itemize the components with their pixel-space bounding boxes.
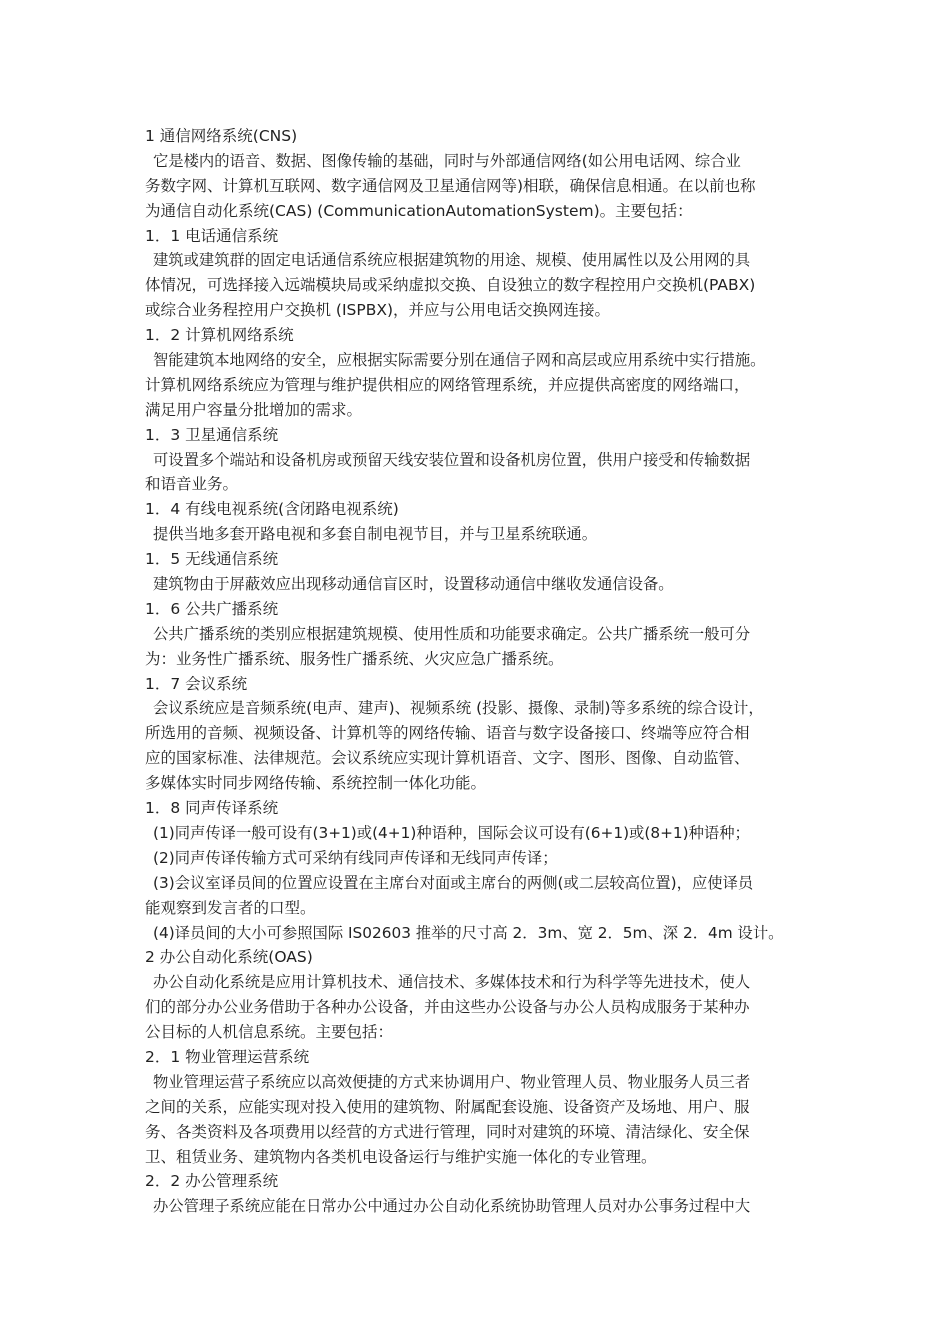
text-line: 智能建筑本地网络的安全，应根据实际需要分别在通信子网和高层或应用系统中实行措施。 — [153, 351, 766, 370]
text-line: 物业管理运营子系统应以高效便捷的方式来协调用户、物业管理人员、物业服务人员三者 — [153, 1072, 751, 1091]
text-line: 为：业务性广播系统、服务性广播系统、火灾应急广播系统。 — [145, 649, 564, 668]
text-line: 公目标的人机信息系统。主要包括： — [145, 1023, 394, 1042]
text-line: 1 通信网络系统(CNS) — [145, 127, 298, 145]
text-line: 所选用的音频、视频设备、计算机等的网络传输、语音与数字设备接口、终端等应符合相 — [145, 724, 750, 743]
document-body — [145, 124, 825, 1219]
text-line: 2．2 办公管理系统 — [145, 1172, 279, 1191]
text-line: 务数字网、计算机互联网、数字通信网及卫星通信网等)相联，确保信息相通。在以前也称 — [145, 176, 756, 195]
text-line: 能观察到发言者的口型。 — [145, 898, 316, 917]
text-line: 1．4 有线电视系统(含闭路电视系统) — [145, 500, 399, 519]
text-line: 1．2 计算机网络系统 — [145, 326, 294, 345]
text-line: (1)同声传译一般可设有(3+1)或(4+1)种语种，国际会议可设有(6+1)或(8+1)种语种； — [153, 823, 750, 842]
text-line: 1．5 无线通信系统 — [145, 550, 279, 569]
text-line: (2)同声传译传输方式可采纳有线同声传译和无线同声传译； — [153, 848, 558, 867]
text-line: 会议系统应是音频系统(电声、建声)、视频系统 (投影、摄像、录制)等多系统的综合设计， — [153, 699, 764, 718]
text-line: 1．7 会议系统 — [145, 674, 248, 693]
text-line: 满足用户容量分批增加的需求。 — [145, 400, 363, 419]
text-line: 1．8 同声传译系统 — [145, 799, 279, 818]
text-line: 办公管理子系统应能在日常办公中通过办公自动化系统协助管理人员对办公事务过程中大 — [153, 1197, 751, 1216]
text-line: (3)会议室译员间的位置应设置在主席台对面或主席台的两侧(或二层较高位置)，应使译员 — [153, 873, 754, 892]
text-line: 应的国家标准、法律规范。会议系统应实现计算机语音、文字、图形、图像、自动监管、 — [145, 749, 750, 768]
text-line: 或综合业务程控用户交换机 (ISPBX)，并应与公用电话交换网连接。 — [145, 301, 611, 320]
text-line: 办公自动化系统是应用计算机技术、通信技术、多媒体技术和行为科学等先进技术，使人 — [153, 973, 751, 992]
text-line: 2 办公自动化系统(OAS) — [145, 948, 313, 967]
text-line: 建筑物由于屏蔽效应出现移动通信盲区时，设置移动通信中继收发通信设备。 — [153, 575, 674, 594]
text-line: 提供当地多套开路电视和多套自制电视节目，并与卫星系统联通。 — [153, 525, 598, 544]
text-line: 可设置多个端站和设备机房或预留天线安装位置和设备机房位置，供用户接受和传输数据 — [153, 450, 751, 469]
text-line: 1．6 公共广播系统 — [145, 599, 279, 618]
text-line: 计算机网络系统应为管理与维护提供相应的网络管理系统，并应提供高密度的网络端口， — [145, 375, 750, 394]
text-line: 2．1 物业管理运营系统 — [145, 1047, 310, 1066]
text-line: 它是楼内的语音、数据、图像传输的基础，同时与外部通信网络(如公用电话网、综合业 — [153, 151, 741, 170]
text-line: 体情况，可选择接入远端模块局或采纳虚拟交换、自设独立的数字程控用户交换机(PABX) — [145, 276, 756, 295]
text-line: 1．1 电话通信系统 — [145, 226, 279, 245]
text-line: 1．3 卫星通信系统 — [145, 425, 279, 444]
text-line: (4)译员间的大小可参照国际 IS02603 推举的尺寸高 2．3m、宽 2．5m、深 2．4m 设计。 — [153, 923, 784, 942]
text-line: 之间的关系，应能实现对投入使用的建筑物、附属配套设施、设备资产及场地、用户、服 — [145, 1097, 750, 1116]
text-line: 多媒体实时同步网络传输、系统控制一体化功能。 — [145, 774, 487, 793]
text-line: 和语音业务。 — [145, 475, 239, 494]
text-line: 务、各类资料及各项费用以经营的方式进行管理，同时对建筑的环境、清洁绿化、安全保 — [145, 1122, 750, 1141]
text-line: 公共广播系统的类别应根据建筑规模、使用性质和功能要求确定。公共广播系统一般可分 — [153, 624, 751, 643]
text-line: 建筑或建筑群的固定电话通信系统应根据建筑物的用途、规模、使用属性以及公用网的具 — [153, 251, 751, 270]
text-line: 卫、租赁业务、建筑物内各类机电设备运行与维护实施一体化的专业管理。 — [145, 1147, 657, 1166]
text-line: 们的部分办公业务借助于各种办公设备，并由这些办公设备与办公人员构成服务于某种办 — [145, 998, 750, 1017]
text-line: 为通信自动化系统(CAS) (CommunicationAutomationSystem)。主要包括： — [145, 201, 693, 220]
